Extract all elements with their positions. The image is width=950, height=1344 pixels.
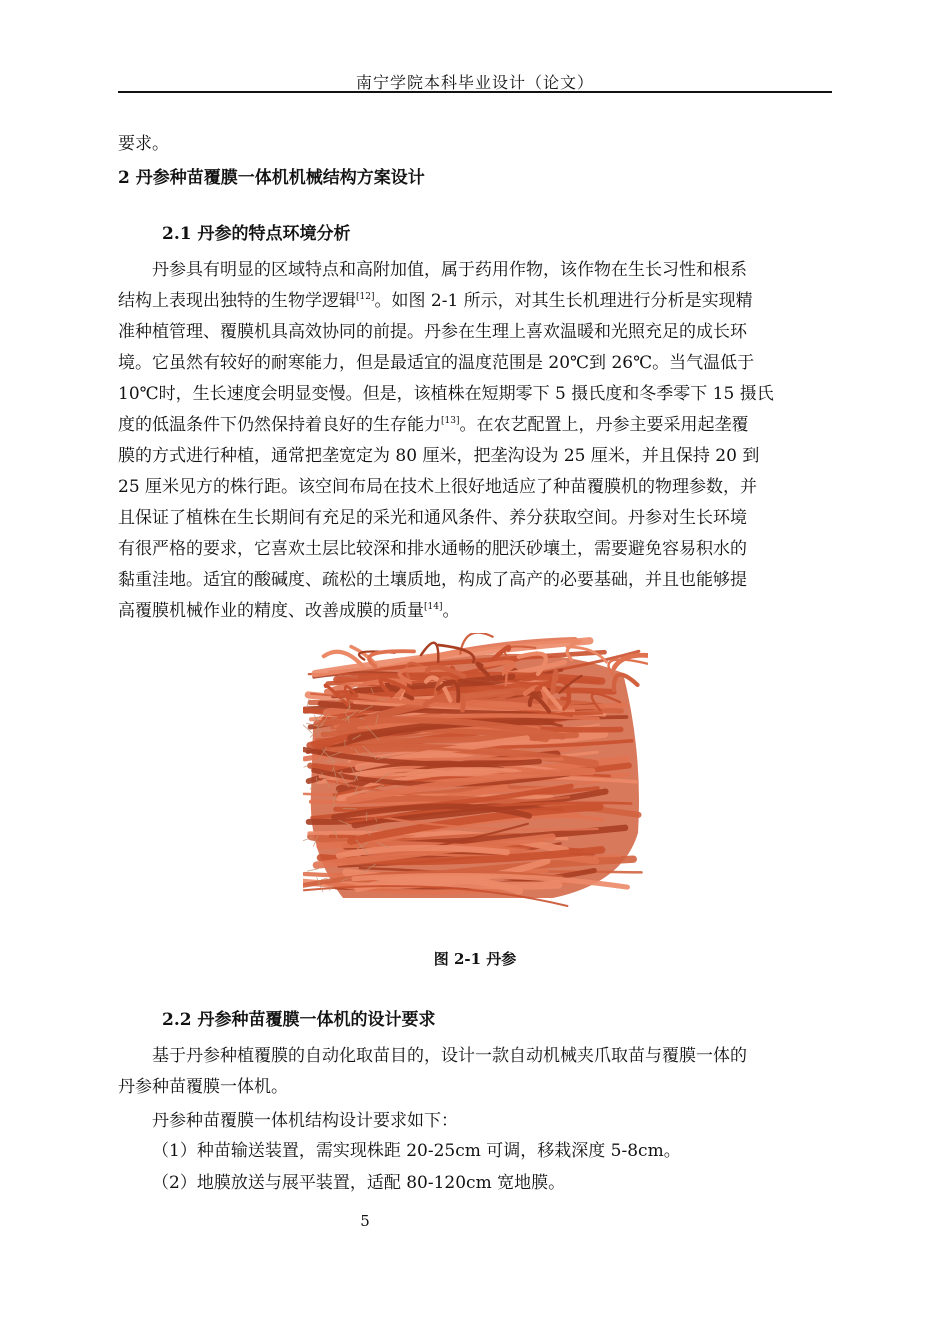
requirement-item-2: （2）地膜放送与展平装置，适配 80-120cm 宽地膜。 xyxy=(152,1173,566,1193)
paragraph-line: 丹参种苗覆膜一体机结构设计要求如下： xyxy=(152,1111,458,1131)
paragraph-line: 黏重洼地。适宜的酸碱度、疏松的土壤质地，构成了高产的必要基础，并且也能够提 xyxy=(118,570,747,590)
paragraph-line: 膜的方式进行种植，通常把垄宽定为 80 厘米，把垄沟设为 25 厘米，并且保持 20 到 xyxy=(118,446,760,466)
subsection-heading-2-1: 2.1 丹参的特点环境分析 xyxy=(162,224,351,244)
citation-ref: [14] xyxy=(424,602,443,612)
paragraph-line: 25 厘米见方的株行距。该空间布局在技术上很好地适应了种苗覆膜机的物理参数，并 xyxy=(118,477,758,497)
section-heading-2: 2 丹参种苗覆膜一体机机械结构方案设计 xyxy=(118,168,425,188)
continued-text: 要求。 xyxy=(118,134,169,154)
page-number: 5 xyxy=(360,1212,370,1230)
paragraph-line: 有很严格的要求，它喜欢土层比较深和排水通畅的肥沃砂壤土，需要避免容易积水的 xyxy=(118,539,747,559)
citation-ref: [12] xyxy=(356,292,375,302)
citation-ref: [13] xyxy=(441,416,460,426)
paragraph-line: 境。它虽然有较好的耐寒能力，但是最适宜的温度范围是 20℃到 26℃。当气温低于 xyxy=(118,353,755,373)
paragraph-line: 结构上表现出独特的生物学逻辑[12]。如图 2-1 所示，对其生长机理进行分析是实现精 xyxy=(118,291,753,311)
header-divider xyxy=(118,91,832,93)
paragraph-line: 准种植管理、覆膜机具高效协同的前提。丹参在生理上喜欢温暖和光照充足的成长环 xyxy=(118,322,747,342)
paragraph-line: 且保证了植株在生长期间有充足的采光和通风条件、养分获取空间。丹参对生长环境 xyxy=(118,508,747,528)
danshen-root-photo xyxy=(303,633,648,913)
paragraph-line: 丹参具有明显的区域特点和高附加值，属于药用作物，该作物在生长习性和根系 xyxy=(152,260,747,280)
paragraph-line: 丹参种苗覆膜一体机。 xyxy=(118,1077,288,1097)
running-header: 南宁学院本科毕业设计（论文） xyxy=(355,73,594,92)
paragraph-line: 10℃时，生长速度会明显变慢。但是，该植株在短期零下 5 摄氏度和冬季零下 15 摄氏 xyxy=(118,384,774,404)
paragraph-line: 基于丹参种植覆膜的自动化取苗目的，设计一款自动机械夹爪取苗与覆膜一体的 xyxy=(152,1046,747,1066)
paragraph-line: 高覆膜机械作业的精度、改善成膜的质量[14]。 xyxy=(118,601,460,621)
subsection-heading-2-2: 2.2 丹参种苗覆膜一体机的设计要求 xyxy=(162,1010,436,1030)
paragraph-line: 度的低温条件下仍然保持着良好的生存能力[13]。在农艺配置上，丹参主要采用起垄覆 xyxy=(118,415,749,435)
requirement-item-1: （1）种苗输送装置，需实现株距 20-25cm 可调，移栽深度 5-8cm。 xyxy=(152,1141,681,1161)
figure-caption: 图 2-1 丹参 xyxy=(433,950,517,968)
